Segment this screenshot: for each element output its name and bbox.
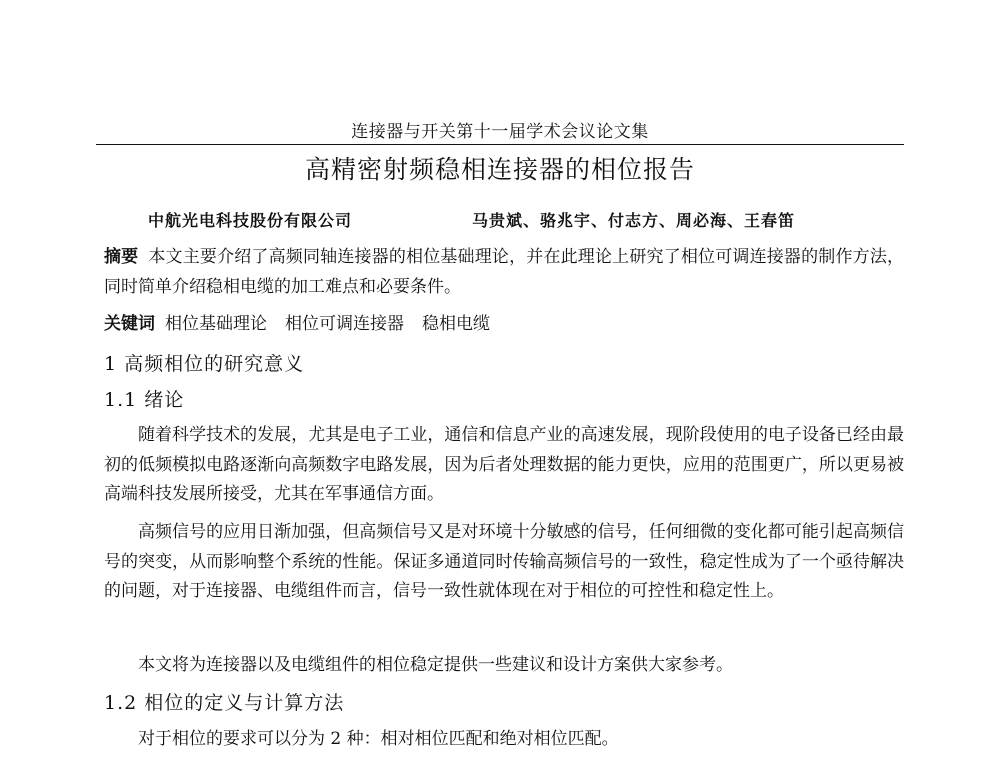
running-header: 连接器与开关第十一届学术会议论文集 <box>351 122 649 142</box>
body-paragraph: 对于相位的要求可以分为 2 种：相对相位匹配和绝对相位匹配。 <box>138 729 619 749</box>
keywords-label: 关键词 <box>104 314 155 334</box>
header-rule <box>96 144 904 145</box>
keyword-item: 稳相电缆 <box>422 314 490 334</box>
keyword-item: 相位可调连接器 <box>285 314 404 334</box>
paper-title: 高精密射频稳相连接器的相位报告 <box>304 155 695 184</box>
abstract <box>104 243 904 302</box>
affiliation: 中航光电科技股份有限公司 <box>148 211 353 230</box>
body-paragraph: 高频信号的应用日渐加强，但高频信号又是对环境十分敏感的信号，任何细微的变化都可能引起高频信号的突变，从而影响整个系统的性能。保证多通道同时传输高频信号的一致性，稳定性成为了一个亟待解决的问题，对于连接器、电缆组件而言，信号一致性就体现在对于相位的可控性和稳定性上。 <box>104 522 904 601</box>
section-heading-1: 1 高频相位的研究意义 <box>104 353 305 375</box>
body-paragraph: 本文将为连接器以及电缆组件的相位稳定提供一些建议和设计方案供大家参考。 <box>138 655 733 675</box>
keywords <box>104 310 904 340</box>
abstract-label: 摘要 <box>104 247 139 267</box>
section-heading-1-2: 1.2 相位的定义与计算方法 <box>104 692 345 714</box>
abstract-text: 本文主要介绍了高频同轴连接器的相位基础理论，并在此理论上研究了相位可调连接器的制作方法，同时简单介绍稳相电缆的加工难点和必要条件。 <box>104 247 905 297</box>
authors: 马贵斌、骆兆宇、付志方、周必海、王春笛 <box>472 211 796 230</box>
keyword-item: 相位基础理论 <box>165 314 267 334</box>
section-heading-1-1: 1.1 绪论 <box>104 389 185 411</box>
body-paragraph: 随着科学技术的发展，尤其是电子工业，通信和信息产业的高速发展，现阶段使用的电子设备已经由最初的低频模拟电路逐渐向高频数字电路发展，因为后者处理数据的能力更快，应用的范围更广，所以更易被高端科技发展所接受，尤其在军事通信方面。 <box>104 425 904 504</box>
